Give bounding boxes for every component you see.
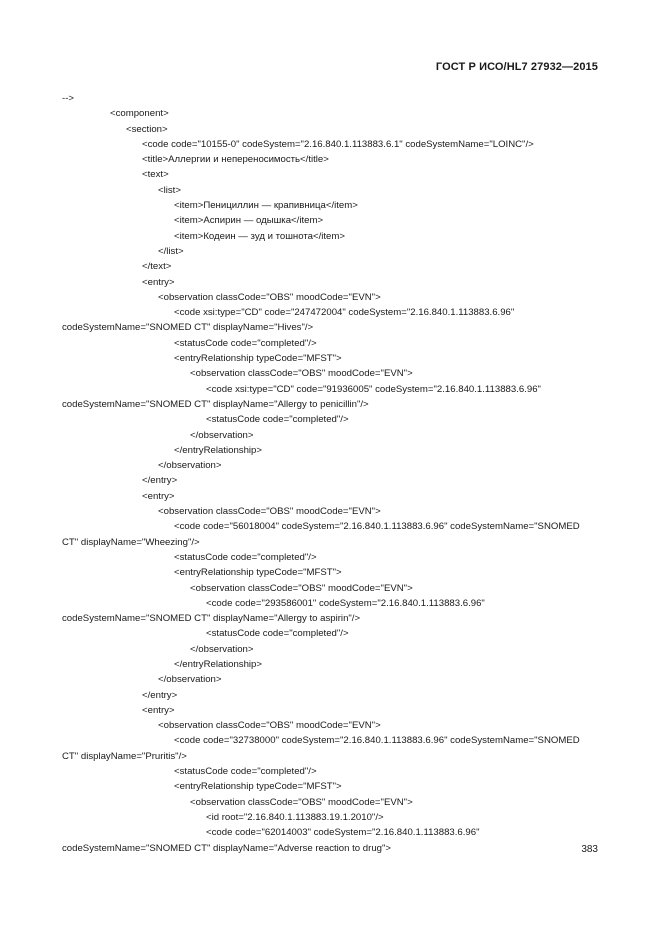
code-line: <title>Аллергии и непереносимость</title> (142, 154, 329, 166)
code-line: </observation> (190, 429, 254, 441)
code-line: <entry> (142, 490, 175, 502)
code-line: <statusCode code="completed"/> (174, 337, 317, 349)
code-line: <code code="32738000" codeSystem="2.16.840.1.113883.6.96" codeSystemName="SNOMED (174, 735, 580, 747)
code-line: </observation> (158, 674, 222, 686)
code-line: <code code="293586001" codeSystem="2.16.840.1.113883.6.96" (206, 597, 485, 609)
code-line: <item>Пенициллин — крапивница</item> (174, 200, 358, 212)
code-line: <entryRelationship typeCode="MFST"> (174, 353, 342, 365)
code-line: <observation classCode="OBS" moodCode="EVN"> (190, 368, 413, 380)
code-line: <item>Аспирин — одышка</item> (174, 215, 324, 227)
code-line: <text> (142, 169, 169, 181)
code-line: <id root="2.16.840.1.113883.19.1.2010"/> (206, 811, 384, 823)
code-line: <component> (110, 108, 169, 120)
code-line: <code xsi:type="CD" code="247472004" codeSystem="2.16.840.1.113883.6.96" (174, 307, 515, 319)
code-line: codeSystemName="SNOMED CT" displayName="Hives"/> (62, 322, 314, 334)
code-line: <entry> (142, 704, 175, 716)
code-line: </entry> (142, 689, 178, 701)
code-line: CT" displayName="Wheezing"/> (62, 536, 200, 548)
code-line: </text> (142, 261, 172, 273)
page-number: 383 (581, 844, 598, 855)
code-line: --> (62, 93, 74, 104)
code-line: codeSystemName="SNOMED CT" displayName="Adverse reaction to drug"> (62, 842, 392, 854)
code-line: <item>Кодеин — зуд и тошнота</item> (174, 230, 345, 242)
code-line: <statusCode code="completed"/> (174, 551, 317, 563)
code-line: <statusCode code="completed"/> (206, 414, 349, 426)
code-line: codeSystemName="SNOMED CT" displayName="Allergy to penicillin"/> (62, 398, 369, 410)
code-line: <statusCode code="completed"/> (206, 628, 349, 640)
code-line: <code code="56018004" codeSystem="2.16.840.1.113883.6.96" codeSystemName="SNOMED (174, 521, 580, 533)
code-line: <code xsi:type="CD" code="91936005" codeSystem="2.16.840.1.113883.6.96" (206, 383, 541, 395)
code-line: </list> (158, 245, 184, 257)
code-line: <observation classCode="OBS" moodCode="EVN"> (158, 720, 381, 732)
code-line: </entryRelationship> (174, 444, 262, 456)
document-header: ГОСТ Р ИСО/HL7 27932—2015 (435, 61, 598, 73)
code-line: <code code="10155-0" codeSystem="2.16.840.1.113883.6.1" codeSystemName="LOINC"/> (142, 138, 534, 150)
code-line: <observation classCode="OBS" moodCode="EVN"> (158, 291, 381, 303)
code-line: </entry> (142, 475, 178, 487)
code-line: <entryRelationship typeCode="MFST"> (174, 567, 342, 579)
code-line: <statusCode code="completed"/> (174, 766, 317, 778)
code-line: <entryRelationship typeCode="MFST"> (174, 781, 342, 793)
code-line: <observation classCode="OBS" moodCode="EVN"> (190, 582, 413, 594)
code-line: codeSystemName="SNOMED CT" displayName="Allergy to aspirin"/> (62, 613, 361, 625)
code-line: <observation classCode="OBS" moodCode="EVN"> (190, 796, 413, 808)
code-line: <list> (158, 184, 181, 196)
code-line: CT" displayName="Pruritis"/> (62, 750, 187, 762)
code-line: <observation classCode="OBS" moodCode="EVN"> (158, 506, 381, 518)
code-line: <section> (126, 123, 168, 135)
code-line: </observation> (190, 643, 254, 655)
code-line: <code code="62014003" codeSystem="2.16.840.1.113883.6.96" (206, 827, 480, 839)
code-line: </observation> (158, 460, 222, 472)
code-listing (62, 91, 602, 856)
code-line: </entryRelationship> (174, 658, 262, 670)
code-line: <entry> (142, 276, 175, 288)
